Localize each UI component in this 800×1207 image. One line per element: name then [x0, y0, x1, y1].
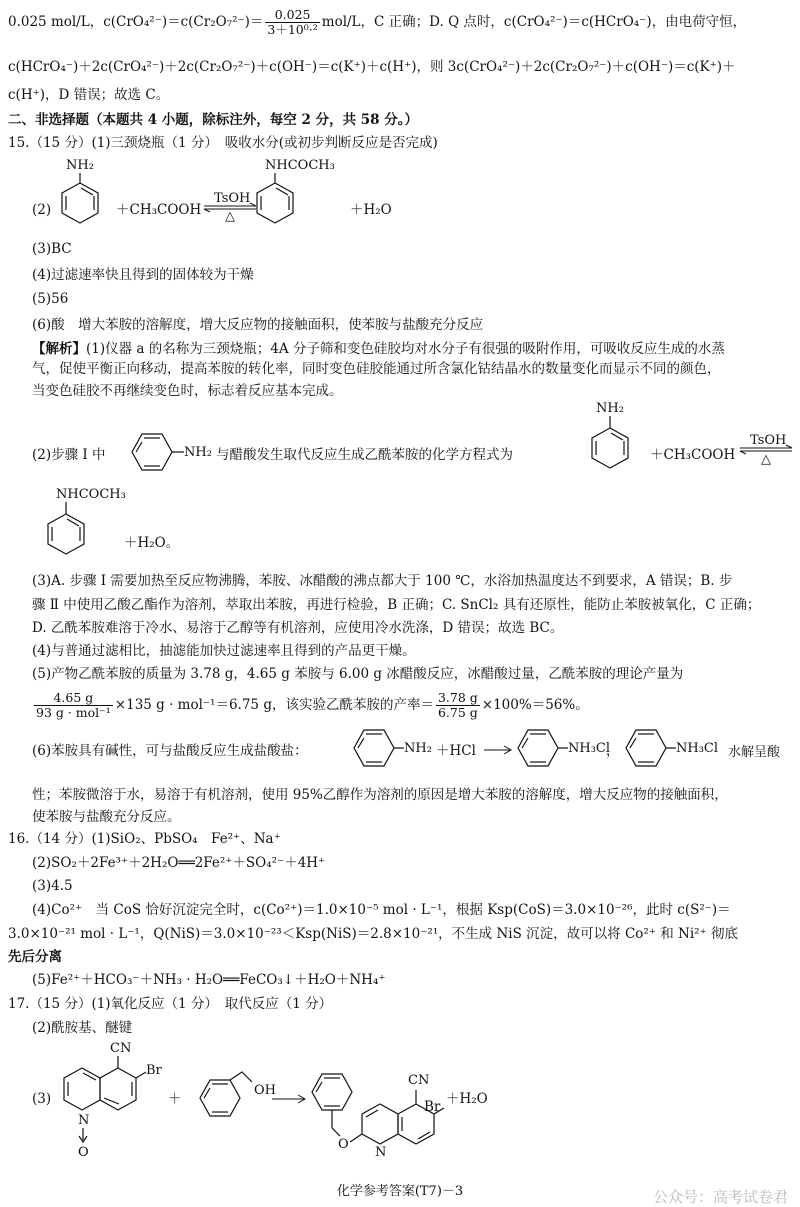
analysis-tag: 【解析】	[32, 341, 86, 357]
q16-part3: (3)4.5	[32, 878, 73, 894]
analysis-part3-1: (3)A. 步骤 Ⅰ 需要加热至反应物沸腾，苯胺、冰醋酸的沸点都大于 100 ℃，水浴加热温度达不到要求，A 错误；B. 步	[32, 573, 733, 589]
q16-part5: (5)Fe²⁺＋HCO₃⁻＋NH₃ · H₂O══FeCO₃↓＋H₂O＋NH₄⁺	[32, 972, 386, 988]
analysis-water: ＋H₂O。	[124, 535, 180, 551]
q15-acetic-acid: ＋CH₃COOH	[116, 202, 202, 218]
reversible-arrow	[202, 191, 260, 224]
nhcoch3-label: NHCOCH₃	[56, 487, 126, 502]
anilinium-chloride-1	[514, 722, 614, 774]
q15-part5: (5)56	[32, 291, 69, 307]
q16-part4-b: 3.0×10⁻²¹ mol · L⁻¹，Q(NiS)＝3.0×10⁻²³＜Ksp(NiS)＝2.8×10⁻²¹，不生成 NiS 沉淀，故可以将 Co²⁺ 和 Ni²⁺ 彻底	[8, 926, 738, 942]
reaction-arrow	[270, 1091, 310, 1107]
q15-part1: 15.（15 分）(1)三颈烧瓶（1 分） 吸收水分(或初步判断反应是否完成)	[8, 135, 438, 151]
answer-line-1: 0.025 mol/L，c(CrO₄²⁻)＝c(Cr₂O₇²⁻)＝ $\frac{0.025}{\text{3＋10⁰·²}}$ mol/L，C 正确；D. Q 点时，c(CrO₄²⁻)＝c(HCrO₄⁻)，由电荷守恒，	[8, 7, 747, 37]
page-footer: 化学参考答案(T7)－3	[336, 1184, 464, 1199]
cn-label: CN	[110, 1041, 132, 1056]
analysis-3: 当变色硅胶不再继续变色时，标志着反应基本完成。	[32, 383, 343, 399]
comma: ，	[606, 743, 620, 759]
analysis-part2-b: 与醋酸发生取代反应生成乙酰苯胺的化学方程式为	[216, 447, 513, 463]
aniline-structure	[60, 155, 110, 233]
analysis-part3-2: 骤 Ⅱ 中使用乙酸乙酯作为溶剂，萃取出苯胺，再进行检验，B 正确；C. SnCl₂ 具有还原性，能防止苯胺被氧化，C 正确；	[32, 597, 761, 613]
n-label: N	[375, 1145, 387, 1160]
q16-part2: (2)SO₂＋2Fe³⁺＋2H₂O══2Fe²⁺＋SO₄²⁻＋4H⁺	[32, 855, 326, 871]
answer-line-2: c(HCrO₄⁻)＋2c(CrO₄²⁻)＋2c(Cr₂O₇²⁻)＋c(OH⁻)＝c(K⁺)＋c(H⁺)，则 3c(CrO₄²⁻)＋2c(Cr₂O₇²⁻)＋c(OH⁻)＝c(K⁺)＋	[8, 59, 736, 75]
q17-part2: (2)酰胺基、醚键	[32, 1020, 133, 1036]
nh2-label: NH₂	[184, 445, 212, 460]
heat-label: △	[761, 452, 771, 467]
o-label: O	[78, 1145, 89, 1160]
catalyst-label: TsOH	[750, 433, 787, 448]
aniline-horizontal	[128, 426, 218, 478]
anilinium-chloride-2	[622, 722, 722, 774]
heat-label: △	[225, 209, 235, 224]
cn-label: CN	[408, 1073, 430, 1088]
aniline-horizontal-2	[350, 722, 430, 774]
q15-part6: (6)酸 增大苯胺的溶解度，增大反应物的接触面积，使苯胺与盐酸充分反应	[32, 317, 484, 333]
q15-water: ＋H₂O	[350, 202, 392, 218]
nhcoch3-label: NHCOCH₃	[265, 158, 335, 173]
q17-water: ＋H₂O	[446, 1091, 488, 1107]
q17-part3-label: (3)	[32, 1091, 52, 1107]
analysis-part4: (4)与普通过滤相比，抽滤能加快过滤速率且得到的产品更干燥。	[32, 643, 416, 659]
acetanilide-structure-2	[40, 484, 150, 564]
acetanilide-structure	[255, 155, 365, 233]
answer-line-3: c(H⁺)，D 错误；故选 C。	[8, 87, 170, 103]
nh2-label: NH₂	[66, 158, 94, 173]
quinoline-n-oxide-structure	[58, 1040, 168, 1165]
analysis-part6-c: 水解呈酸	[728, 745, 781, 760]
forward-arrow	[484, 742, 514, 758]
analysis-part5-2: $\frac{4.65 g}{\text{93 g · mol⁻¹}}$ ×135 g · mol⁻¹＝6.75 g，该实验乙酰苯胺的产率＝ $\frac{3.78 g}{6.75 g}$ ×100%＝56%。	[36, 690, 589, 720]
analysis-part3-3: D. 乙酰苯胺难溶于冷水、易溶于乙醇等有机溶剂，应使用冷水洗涤，D 错误；故选 BC。	[32, 620, 564, 636]
nh3cl-label: NH₃Cl	[676, 741, 719, 756]
analysis-1: 【解析】(1)仪器 a 的名称为三颈烧瓶；4A 分子筛和变色硅胶均对水分子有很强的吸附作用，可吸收反应生成的水蒸	[32, 341, 725, 357]
analysis-hcl: ＋HCl	[436, 743, 476, 759]
analysis-acetic-acid: ＋CH₃COOH	[650, 447, 736, 463]
product-structure	[308, 1062, 478, 1167]
analysis-part5-1: (5)产物乙酰苯胺的质量为 3.78 g，4.65 g 苯胺与 6.00 g 冰醋酸反应，冰醋酸过量，乙酰苯胺的理论产量为	[32, 666, 684, 682]
fraction: $\frac{0.025}{\text{3＋10⁰·²}}$	[267, 7, 318, 37]
catalyst-label: TsOH	[214, 191, 251, 206]
nh3cl-label: NH₃Cl	[568, 741, 611, 756]
q16-part1: 16.（14 分）(1)SiO₂、PbSO₄ Fe²⁺、Na⁺	[8, 831, 281, 847]
o-label: O	[338, 1137, 349, 1152]
analysis-part2-a: (2)步骤 Ⅰ 中	[32, 447, 106, 463]
q16-part4-c: 先后分离	[8, 949, 62, 965]
q17-part1: 17.（15 分）(1)氧化反应（1 分） 取代反应（1 分）	[8, 996, 333, 1012]
analysis-part6-2: 性；苯胺微溶于水，易溶于有机溶剂，使用 95%乙醇作为溶剂的原因是增大苯胺的溶解度，增大反应物的接触面积，	[32, 787, 728, 803]
analysis-part6-a: (6)苯胺具有碱性，可与盐酸反应生成盐酸盐：	[32, 743, 308, 759]
aniline-structure-2	[590, 398, 640, 478]
fraction-mass: $\frac{4.65 g}{\text{93 g · mol⁻¹}}$	[36, 690, 111, 720]
n-label: N	[78, 1113, 90, 1128]
oh-label: OH	[254, 1083, 276, 1098]
analysis-part6-3: 使苯胺与盐酸充分反应。	[32, 809, 181, 825]
nh2-label: NH₂	[404, 741, 432, 756]
section-heading: 二、非选择题（本题共 4 小题，除标注外，每空 2 分，共 58 分。）	[8, 112, 419, 128]
analysis-2: 气，促使平衡正向移动，提高苯胺的转化率，同时变色硅胶能通过所含氯化钴结晶水的数量变化而显示不同的颜色，	[32, 361, 721, 377]
q15-part2-label: (2)	[32, 202, 52, 218]
q17-plus: ＋	[168, 1091, 182, 1107]
fraction-yield: $\frac{3.78 g}{6.75 g}$	[437, 690, 478, 720]
nh2-label: NH₂	[596, 401, 624, 416]
watermark: 公众号：高考试卷君	[652, 1188, 788, 1206]
product-br-label: Br	[424, 1099, 441, 1115]
br-label: Br	[146, 1063, 162, 1078]
q16-part4-a: (4)Co²⁺ 当 CoS 恰好沉淀完全时，c(Co²⁺)＝1.0×10⁻⁵ mol · L⁻¹，根据 Ksp(CoS)＝3.0×10⁻²⁶，此时 c(S²⁻)＝	[32, 902, 731, 918]
reversible-arrow-2	[738, 433, 796, 467]
q15-part3: (3)BC	[32, 241, 72, 257]
q15-part4: (4)过滤速率快且得到的固体较为干燥	[32, 267, 254, 283]
